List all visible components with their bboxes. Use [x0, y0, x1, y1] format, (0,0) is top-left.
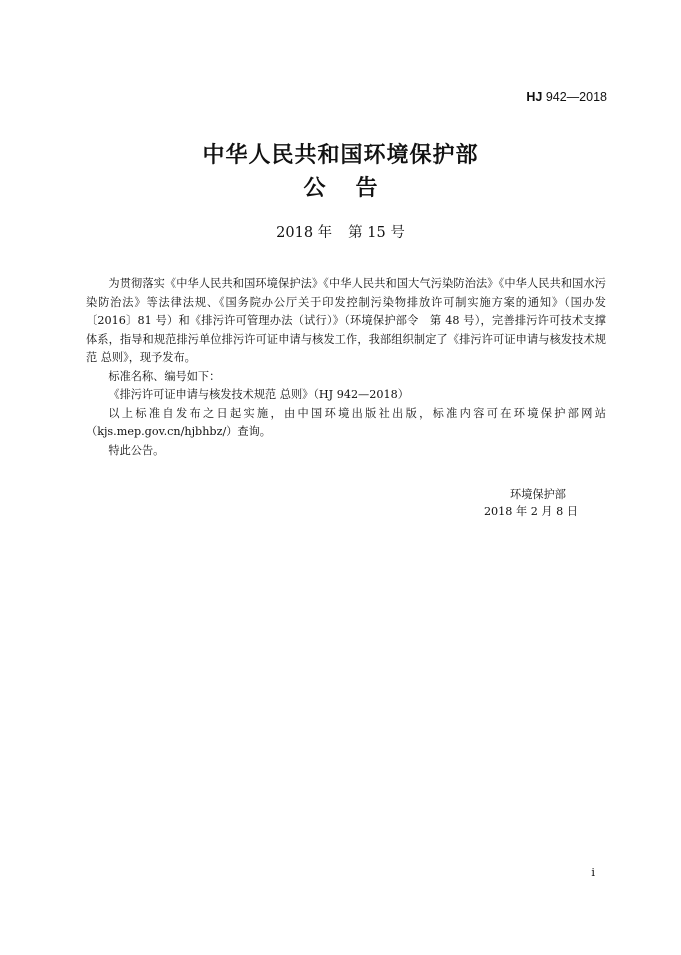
announcement-body: [86, 275, 606, 460]
body-paragraph-2: 标准名称、编号如下：: [108, 369, 221, 383]
body-paragraph-3: 《排污许可证申请与核发技术规范 总则》（HJ 942—2018）: [108, 388, 409, 401]
page-number: i: [591, 866, 595, 879]
body-paragraph-1: 为贯彻落实《中华人民共和国环境保护法》《中华人民共和国大气污染防治法》《中华人民共和国水污染防治法》等法律法规、《国务院办公厅关于印发控制污染物排放许可制实施方案的通知》（国办发〔2016〕81 号）和《排污许可管理办法（试行）》（环境保护部令 第 48 号），完善排污许可技术支撑体系，指导和规范排污单位排污许可证申请与核发工作，我部组织制定了《排污许可证申请与核发技术规范 总则》，现予发布。: [86, 277, 606, 364]
announcement-char-1: 公: [303, 176, 326, 201]
announcement-number: [0, 221, 681, 242]
announcement-char-2: 告: [355, 176, 378, 201]
standard-number: 942—2018: [545, 90, 607, 104]
announcement-issue: 第 15 号: [348, 225, 405, 241]
announcement-year: 2018 年: [276, 225, 333, 241]
body-paragraph-5: 特此公告。: [108, 443, 165, 457]
standard-code: [526, 90, 607, 104]
ministry-title: 中华人民共和国环境保护部: [202, 143, 479, 168]
signature-organization: 环境保护部: [510, 488, 566, 501]
signature-date: 2018 年 2 月 8 日: [483, 505, 578, 518]
body-paragraph-4: 以上标准自发布之日起实施，由中国环境出版社出版，标准内容可在环境保护部网站（kjs.mep.gov.cn/hjbhbz/）查询。: [86, 406, 606, 438]
announcement-title: [0, 171, 681, 202]
standard-prefix: HJ: [526, 90, 543, 104]
